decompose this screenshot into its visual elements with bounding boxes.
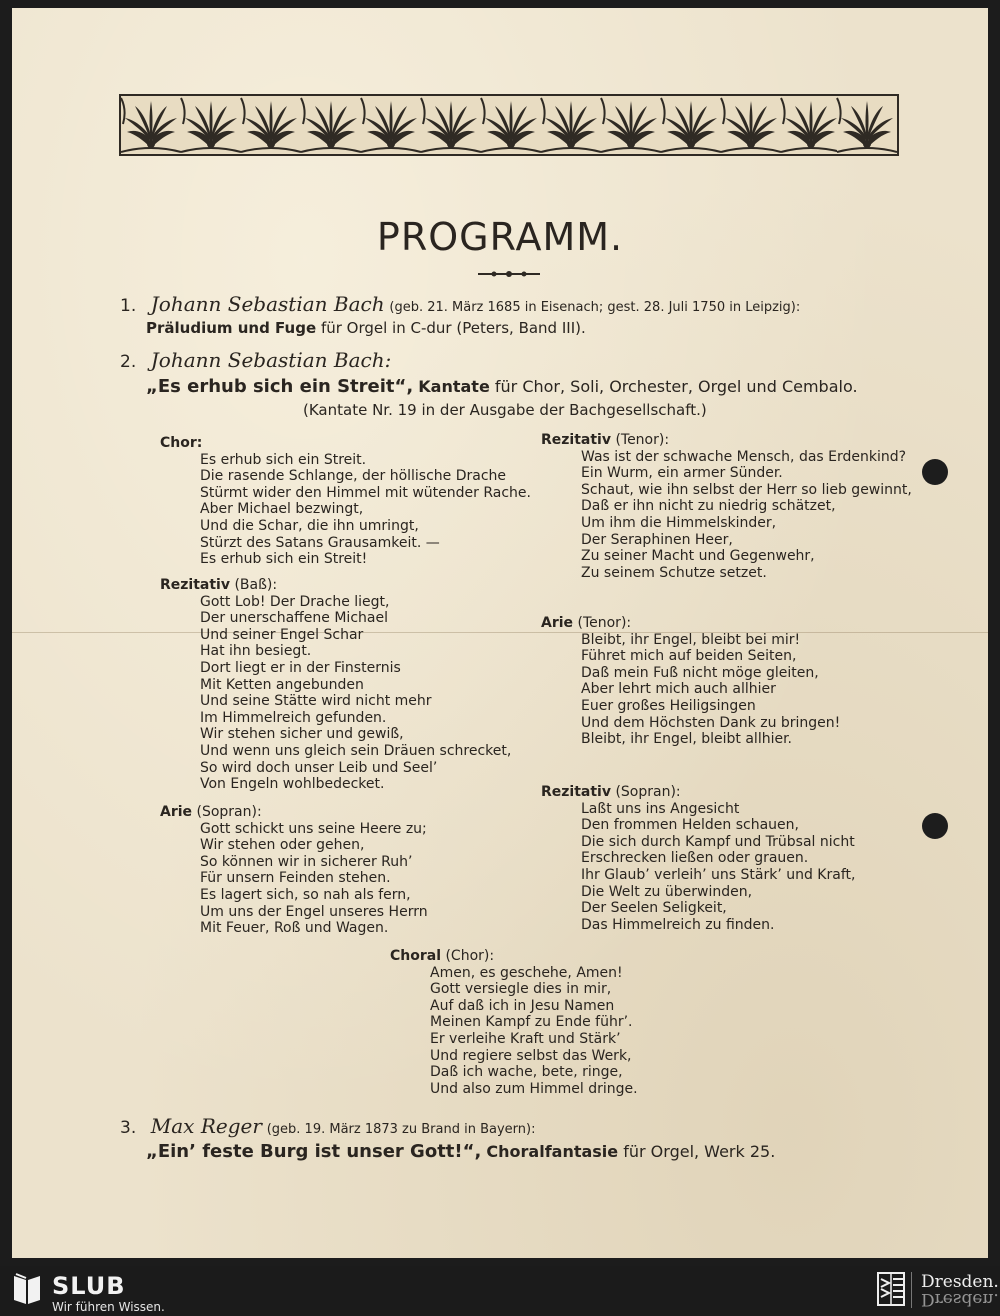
work-details: für Orgel in C-dur (Peters, Band III). xyxy=(320,319,586,337)
verse-line: Und dem Höchsten Dank zu bringen! xyxy=(581,714,841,731)
verse-line: Wir stehen oder gehen, xyxy=(200,837,365,854)
verse-line: Es lagert sich, so nah als fern, xyxy=(200,886,411,903)
composer-name: Johann Sebastian Bach: xyxy=(150,348,392,372)
section-voice: (Sopran): xyxy=(615,784,681,800)
verse-line: Und seine Stätte wird nicht mehr xyxy=(200,693,432,710)
verse-line: Laßt uns ins Angesicht xyxy=(581,800,740,817)
title-divider-ornament xyxy=(478,270,540,278)
verse-line: Führet mich auf beiden Seiten, xyxy=(581,648,797,665)
work-kind: Choralfantasie xyxy=(486,1142,619,1161)
work-details: für Chor, Soli, Orchester, Orgel und Cembalo. xyxy=(494,377,858,396)
verse-line: Auf daß ich in Jesu Namen xyxy=(430,997,615,1014)
verse-line: Euer großes Heiligsingen xyxy=(581,697,756,714)
program-item-1-work xyxy=(146,317,586,339)
verse-line: Das Himmelreich zu finden. xyxy=(581,916,775,933)
section-label: Rezitativ xyxy=(541,784,611,800)
verse-line: So können wir in sicherer Ruh’ xyxy=(200,853,413,870)
section-rezitativ-bass xyxy=(160,577,511,793)
edition-note: (Kantate Nr. 19 in der Ausgabe der Bachgesellschaft.) xyxy=(303,401,707,419)
section-rezitativ-sopran xyxy=(541,784,855,933)
section-label: Rezitativ xyxy=(160,577,230,593)
verse-line: Der Seraphinen Heer, xyxy=(581,531,733,548)
verse-line: Mit Feuer, Roß und Wagen. xyxy=(200,920,389,937)
section-voice: (Tenor): xyxy=(577,615,632,631)
slub-book-icon[interactable] xyxy=(12,1272,42,1306)
section-arie-tenor xyxy=(541,615,840,748)
verse-line: Aber lehrt mich auch allhier xyxy=(581,681,776,698)
verse-line: Die Welt zu überwinden, xyxy=(581,883,753,900)
item-number: 3. xyxy=(120,1118,137,1138)
verse-line: Wir stehen sicher und gewiß, xyxy=(200,726,404,743)
program-item-3 xyxy=(120,1115,535,1141)
work-title: Präludium und Fuge xyxy=(146,319,317,337)
section-label: Choral xyxy=(390,948,442,964)
section-label: Arie xyxy=(541,615,574,631)
verse-line: Dort liegt er in der Finsternis xyxy=(200,659,401,676)
item-number: 2. xyxy=(120,352,137,372)
work-kind: Kantate xyxy=(418,377,490,396)
verse-line: Meinen Kampf zu Ende führ’. xyxy=(430,1014,633,1031)
verse-line: Um uns der Engel unseres Herrn xyxy=(200,903,428,920)
verse-line: Stürzt des Satans Grausamkeit. — xyxy=(200,534,440,551)
section-label: Arie xyxy=(160,804,193,820)
verse-line: Die sich durch Kampf und Trübsal nicht xyxy=(581,833,855,850)
verse-line: Was ist der schwache Mensch, das Erdenkind? xyxy=(581,448,907,465)
verse-line: So wird doch unser Leib und Seel’ xyxy=(200,759,438,776)
composer-dates: (geb. 21. März 1685 in Eisenach; gest. 28. Juli 1750 in Leipzig): xyxy=(389,300,801,315)
verse-line: Aber Michael bezwingt, xyxy=(200,501,364,518)
punch-hole xyxy=(922,813,948,839)
verse-line: Und also zum Himmel dringe. xyxy=(430,1080,638,1097)
verse-line: Ihr Glaub’ verleih’ uns Stärk’ und Kraft, xyxy=(581,866,856,883)
composer-dates: (geb. 19. März 1873 zu Brand in Bayern): xyxy=(266,1122,536,1137)
verse-line: Den frommen Helden schauen, xyxy=(581,817,799,834)
verse-line: Und wenn uns gleich sein Dräuen schrecket, xyxy=(200,742,512,759)
verse-line: Daß er ihn nicht zu niedrig schätzet, xyxy=(581,498,836,515)
page-title: PROGRAMM. xyxy=(376,215,624,259)
section-rezitativ-tenor xyxy=(541,432,912,581)
section-label: Chor: xyxy=(160,435,203,451)
work-details: für Orgel, Werk 25. xyxy=(623,1142,776,1161)
section-label: Rezitativ xyxy=(541,432,611,448)
dresden-crest-icon[interactable] xyxy=(877,1271,905,1307)
verse-line: Von Engeln wohlbedecket. xyxy=(200,776,385,793)
verse-line: Bleibt, ihr Engel, bleibt bei mir! xyxy=(581,631,801,648)
work-title: „Es erhub sich ein Streit“, xyxy=(146,376,414,397)
verse-line: Der Seelen Seligkeit, xyxy=(581,900,727,917)
verse-line: Der unerschaffene Michael xyxy=(200,610,388,627)
program-item-2 xyxy=(120,349,391,373)
verse-line: Zu seiner Macht und Gegenwehr, xyxy=(581,548,815,565)
verse-line: Daß mein Fuß nicht möge gleiten, xyxy=(581,664,819,681)
verse-line: Er verleihe Kraft und Stärk’ xyxy=(430,1030,621,1047)
library-footer xyxy=(0,1266,1000,1316)
section-chor xyxy=(160,435,531,568)
section-voice: (Tenor): xyxy=(615,432,670,448)
section-voice: (Sopran): xyxy=(196,804,262,820)
program-item-1 xyxy=(120,293,800,319)
verse-line: Gott Lob! Der Drache liegt, xyxy=(200,593,390,610)
verse-line: Bleibt, ihr Engel, bleibt allhier. xyxy=(581,731,793,748)
verse-line: Und regiere selbst das Werk, xyxy=(430,1047,632,1064)
verse-line: Mit Ketten angebunden xyxy=(200,676,364,693)
verse-line: Amen, es geschehe, Amen! xyxy=(430,964,623,981)
section-voice: (Chor): xyxy=(445,948,495,964)
verse-line: Und die Schar, die ihn umringt, xyxy=(200,517,419,534)
verse-line: Zu seinem Schutze setzet. xyxy=(581,564,767,581)
verse-line: Schaut, wie ihn selbst der Herr so lieb gewinnt, xyxy=(581,481,912,498)
section-choral xyxy=(390,948,638,1097)
verse-line: Die rasende Schlange, der höllische Drache xyxy=(200,468,507,485)
item-number: 1. xyxy=(120,296,137,316)
section-arie-sopran xyxy=(160,804,428,937)
footer-divider xyxy=(911,1272,912,1308)
verse-line: Gott versiegle dies in mir, xyxy=(430,981,612,998)
verse-line: Es erhub sich ein Streit! xyxy=(200,551,368,568)
verse-line: Um ihm die Himmelskinder, xyxy=(581,514,777,531)
verse-line: Gott schickt uns seine Heere zu; xyxy=(200,820,427,837)
palmette-frieze xyxy=(121,96,897,154)
ornamental-border xyxy=(119,94,899,156)
verse-line: Daß ich wache, bete, ringe, xyxy=(430,1064,623,1081)
section-voice: (Baß): xyxy=(234,577,278,593)
verse-line: Stürmt wider den Himmel mit wütender Rache. xyxy=(200,484,531,501)
composer-name: Johann Sebastian Bach xyxy=(150,292,385,316)
verse-line: Hat ihn besiegt. xyxy=(200,643,312,660)
program-sheet xyxy=(12,8,988,1258)
verse-line: Es erhub sich ein Streit. xyxy=(200,451,367,468)
slub-name[interactable]: SLUB xyxy=(52,1272,126,1300)
program-item-2-work xyxy=(146,376,858,398)
verse-line: Erschrecken ließen oder grauen. xyxy=(581,850,809,867)
work-title: „Ein’ feste Burg ist unser Gott!“, xyxy=(146,1141,482,1162)
verse-line: Und seiner Engel Schar xyxy=(200,626,364,643)
verse-line: Ein Wurm, ein armer Sünder. xyxy=(581,465,783,482)
verse-line: Im Himmelreich gefunden. xyxy=(200,709,387,726)
punch-hole xyxy=(922,459,948,485)
program-item-3-work xyxy=(146,1141,775,1163)
composer-name: Max Reger xyxy=(150,1114,262,1138)
dresden-wordmark-reflection: Dresden. xyxy=(921,1289,999,1309)
slub-tagline: Wir führen Wissen. xyxy=(52,1300,165,1314)
verse-line: Für unsern Feinden stehen. xyxy=(200,870,391,887)
dresden-wordmark[interactable]: Dresden. xyxy=(921,1272,999,1292)
